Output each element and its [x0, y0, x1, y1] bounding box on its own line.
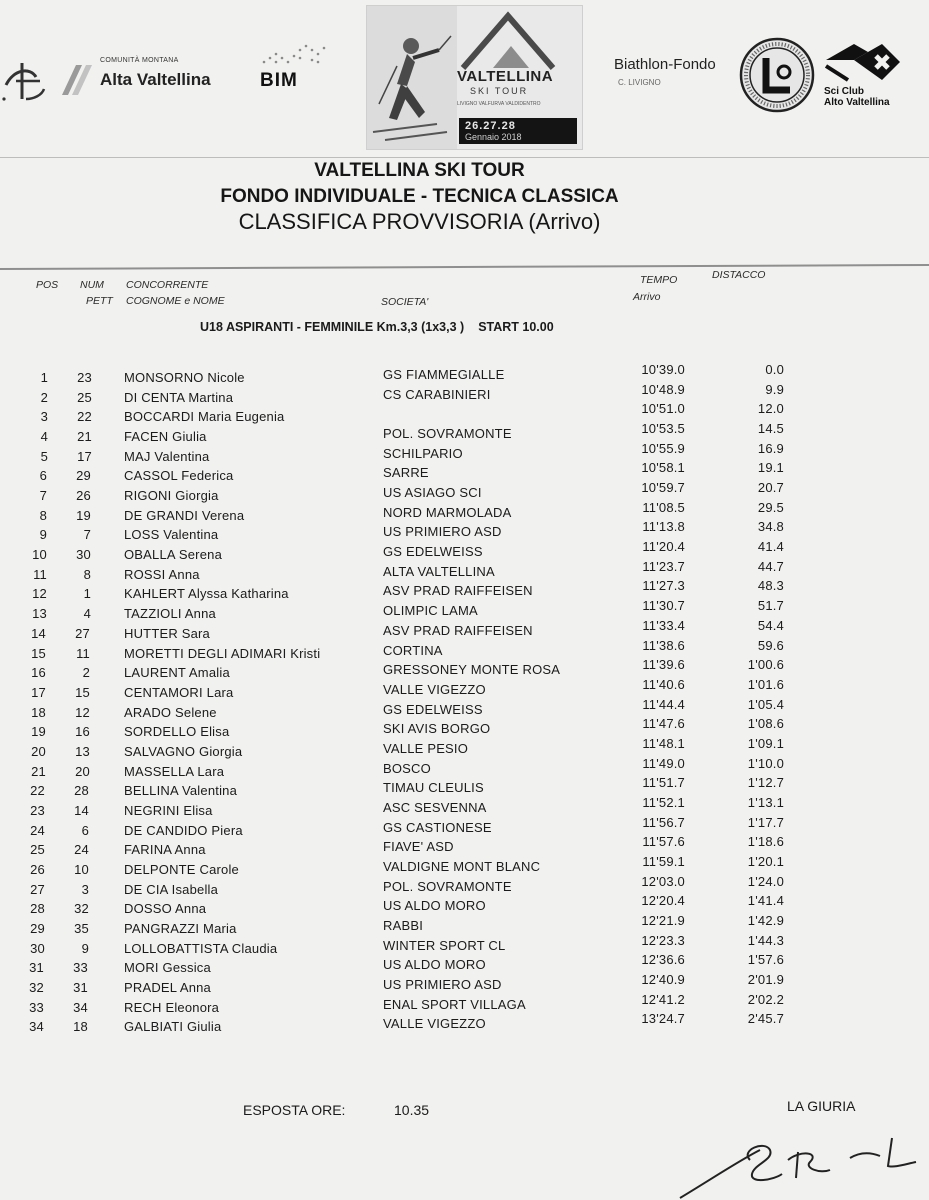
result-name: FARINA Anna: [124, 842, 206, 858]
result-bib: 4: [83, 606, 91, 622]
result-bib: 2: [82, 665, 90, 681]
result-club: GS EDELWEISS: [383, 701, 483, 717]
result-bib: 17: [77, 448, 92, 464]
result-club: ASC SESVENNA: [383, 799, 487, 815]
result-bib: 7: [83, 527, 91, 543]
col-header-pett: PETT: [86, 295, 113, 307]
result-bib: 6: [81, 822, 89, 838]
table-row: [0, 913, 929, 937]
result-gap: 0.0: [765, 362, 784, 377]
result-name: MORETTI DEGLI ADIMARI Kristi: [124, 645, 321, 661]
result-name: DE GRANDI Verena: [124, 507, 245, 523]
result-time: 11'56.7: [642, 814, 685, 830]
result-pos: 11: [33, 566, 47, 582]
posted-time-label: ESPOSTA ORE:: [243, 1102, 346, 1118]
result-pos: 34: [29, 1019, 44, 1035]
result-pos: 6: [39, 468, 47, 484]
result-pos: 8: [39, 507, 47, 523]
table-row: [0, 440, 929, 464]
result-time: 11'23.7: [642, 558, 685, 574]
category-start-time: START 10.00: [478, 320, 554, 334]
result-time: 12'03.0: [641, 873, 685, 889]
category-label: U18 ASPIRANTI - FEMMINILE Km.3,3 (1x3,3 ): [200, 320, 465, 334]
table-row: [0, 834, 929, 858]
table-row: [0, 519, 929, 543]
result-gap: 29.5: [757, 499, 784, 515]
event-title: VALTELLINA SKI TOUR: [314, 160, 525, 181]
result-gap: 1'10.0: [747, 755, 784, 771]
result-club: ASV PRAD RAIFFEISEN: [383, 583, 533, 599]
result-pos: 26: [30, 862, 45, 877]
result-pos: 30: [30, 940, 45, 956]
result-time: 12'21.9: [641, 913, 685, 929]
result-gap: 1'44.3: [747, 932, 784, 948]
result-time: 12'20.4: [641, 893, 685, 909]
result-pos: 3: [40, 409, 48, 425]
table-row: [0, 932, 929, 956]
result-club: ASV PRAD RAIFFEISEN: [383, 622, 533, 638]
result-gap: 59.6: [757, 637, 784, 653]
result-name: DI CENTA Martina: [124, 389, 234, 405]
result-time: 11'49.0: [642, 755, 685, 771]
result-gap: 1'13.1: [747, 794, 784, 810]
result-pos: 13: [32, 606, 47, 622]
result-name: BELLINA Valentina: [124, 783, 238, 799]
table-row: [0, 735, 929, 759]
result-club: VALLE PESIO: [383, 740, 469, 756]
result-club: OLIMPIC LAMA: [383, 603, 478, 619]
result-club: BOSCO: [383, 760, 431, 776]
result-time: 11'13.8: [642, 519, 685, 535]
result-bib: 31: [73, 980, 88, 996]
sci-club-name-line1: Sci Club: [824, 86, 865, 97]
biathlon-fondo-caption: C. LIVIGNO: [618, 78, 661, 87]
result-time: 11'59.1: [642, 854, 685, 869]
biathlon-fondo-name: Biathlon-Fondo: [614, 56, 716, 73]
table-row: [0, 952, 929, 976]
result-club: CORTINA: [383, 642, 443, 658]
poster-dates: 26.27.28: [465, 120, 516, 132]
table-row: [0, 637, 929, 661]
result-pos: 15: [31, 645, 46, 661]
result-club: SARRE: [383, 465, 429, 481]
result-name: SORDELLO Elisa: [124, 724, 230, 740]
result-time: 10'55.9: [641, 440, 685, 456]
result-name: RIGONI Giorgia: [124, 488, 219, 504]
result-bib: 13: [75, 743, 90, 759]
result-time: 10'48.9: [641, 381, 685, 397]
result-gap: 1'05.4: [747, 696, 784, 712]
result-time: 11'44.4: [642, 696, 685, 712]
result-time: 11'38.6: [642, 637, 685, 653]
classification-title: CLASSIFICA PROVVISORIA (Arrivo): [238, 209, 601, 234]
result-club: SKI AVIS BORGO: [383, 721, 491, 737]
result-pos: 31: [29, 960, 44, 976]
result-name: NEGRINI Elisa: [124, 802, 213, 818]
table-row: [0, 716, 929, 740]
result-bib: 21: [77, 429, 92, 445]
result-bib: 28: [74, 783, 89, 799]
result-time: 11'57.6: [642, 834, 685, 850]
col-header-arrivo: Arrivo: [633, 291, 661, 303]
result-time: 11'48.1: [642, 735, 685, 751]
result-bib: 15: [75, 684, 90, 700]
result-bib: 12: [75, 704, 90, 720]
result-name: MORI Gessica: [124, 960, 211, 976]
result-club: US ALDO MORO: [383, 957, 486, 973]
result-club: US PRIMIERO ASD: [383, 524, 502, 540]
result-name: RECH Eleonora: [124, 999, 220, 1015]
result-time: 12'40.9: [641, 972, 685, 988]
result-bib: 18: [73, 1019, 88, 1035]
result-name: OBALLA Serena: [124, 547, 222, 563]
jury-label: LA GIURIA: [787, 1098, 856, 1114]
result-pos: 2: [40, 389, 48, 405]
result-name: CENTAMORI Lara: [124, 684, 234, 700]
result-club: US PRIMIERO ASD: [383, 977, 502, 993]
posted-time-value: 10.35: [394, 1102, 430, 1118]
table-row: [0, 460, 929, 484]
result-gap: 44.7: [757, 558, 784, 574]
result-bib: 20: [75, 763, 90, 779]
comunita-montana-name: Alta Valtellina: [100, 70, 211, 89]
result-name: SALVAGNO Giorgia: [124, 743, 243, 759]
table-row: [0, 362, 929, 385]
result-gap: 1'12.7: [747, 775, 784, 791]
result-bib: 30: [76, 547, 91, 563]
result-gap: 1'18.6: [747, 834, 784, 850]
result-gap: 16.9: [757, 440, 784, 456]
result-club: FIAVE' ASD: [383, 839, 454, 855]
result-club: RABBI: [383, 918, 424, 934]
table-row: [0, 421, 929, 445]
result-pos: 33: [29, 999, 44, 1015]
table-row: [0, 499, 929, 523]
result-time: 11'47.6: [642, 716, 685, 732]
result-name: FACEN Giulia: [124, 429, 207, 445]
result-gap: 1'00.6: [747, 657, 784, 673]
result-name: LAURENT Amalia: [124, 665, 230, 681]
result-gap: 1'42.9: [747, 913, 784, 929]
col-header-societa: SOCIETA': [381, 296, 429, 308]
result-gap: 9.9: [765, 381, 784, 397]
result-gap: 51.7: [757, 598, 784, 614]
result-bib: 1: [83, 586, 91, 602]
table-row: [0, 578, 929, 602]
result-club: US ASIAGO SCI: [383, 485, 482, 501]
result-gap: 14.5: [757, 421, 784, 437]
result-name: LOSS Valentina: [124, 527, 219, 543]
result-time: 10'39.0: [641, 362, 685, 377]
result-time: 12'23.3: [641, 932, 685, 948]
result-time: 10'51.0: [641, 401, 685, 417]
result-name: DOSSO Anna: [124, 901, 207, 917]
result-pos: 21: [31, 763, 46, 779]
result-bib: 27: [75, 625, 90, 641]
result-bib: 25: [77, 389, 92, 405]
result-club: TIMAU CLEULIS: [383, 780, 484, 796]
result-time: 11'20.4: [642, 539, 685, 555]
result-pos: 22: [30, 783, 45, 799]
table-row: [0, 676, 929, 700]
poster-month: Gennaio 2018: [465, 132, 522, 142]
result-pos: 25: [30, 842, 45, 858]
table-row: [0, 1011, 929, 1035]
jury-signature: [670, 1130, 920, 1200]
result-bib: 8: [83, 566, 91, 582]
result-gap: 20.7: [757, 480, 784, 496]
table-row: [0, 539, 929, 563]
result-pos: 9: [39, 527, 47, 543]
result-name: PANGRAZZI Maria: [124, 921, 237, 937]
result-club: VALDIGNE MONT BLANC: [383, 859, 541, 874]
result-gap: 1'24.0: [747, 873, 784, 889]
table-row: [0, 558, 929, 582]
result-bib: 23: [77, 370, 92, 385]
result-bib: 16: [75, 724, 90, 740]
result-club: CS CARABINIERI: [383, 386, 491, 402]
result-name: MAJ Valentina: [124, 448, 210, 464]
col-header-num: NUM: [80, 279, 104, 291]
col-header-pos: POS: [36, 279, 59, 291]
result-bib: 9: [81, 940, 89, 956]
result-gap: 48.3: [757, 578, 784, 594]
result-time: 12'36.6: [641, 952, 685, 968]
table-row: [0, 401, 929, 425]
sci-club-name-line2: Alto Valtellina: [824, 97, 890, 108]
result-gap: 2'02.2: [747, 991, 784, 1007]
table-row: [0, 755, 929, 779]
result-gap: 1'01.6: [747, 676, 784, 692]
result-pos: 18: [31, 704, 46, 720]
table-row: [0, 893, 929, 917]
result-name: MASSELLA Lara: [124, 763, 225, 779]
poster-title: VALTELLINA: [457, 68, 554, 85]
result-time: 10'53.5: [641, 421, 685, 437]
result-time: 11'08.5: [642, 499, 685, 515]
table-row: [0, 696, 929, 720]
result-bib: 3: [81, 881, 89, 897]
result-bib: 11: [76, 645, 90, 661]
result-club: VALLE VIGEZZO: [383, 1016, 486, 1032]
result-time: 10'58.1: [641, 460, 685, 476]
col-header-concorrente: CONCORRENTE: [126, 279, 209, 291]
table-row: [0, 598, 929, 622]
result-pos: 5: [40, 448, 48, 464]
result-time: 11'40.6: [642, 676, 685, 692]
result-club: VALLE VIGEZZO: [383, 681, 486, 697]
table-row: [0, 657, 929, 681]
comunita-montana-caption: COMUNITÀ MONTANA: [100, 57, 179, 64]
result-pos: 7: [39, 488, 47, 504]
result-club: US ALDO MORO: [383, 898, 486, 914]
result-name: HUTTER Sara: [124, 625, 210, 641]
poster-tagline: LIVIGNO VALFURVA VALDIDENTRO: [457, 101, 541, 107]
result-pos: 23: [30, 802, 45, 818]
result-club: WINTER SPORT CL: [383, 937, 506, 953]
result-club: GS EDELWEISS: [383, 544, 483, 560]
result-gap: 34.8: [757, 519, 784, 535]
result-time: 11'30.7: [642, 598, 685, 614]
result-gap: 1'17.7: [747, 814, 784, 830]
result-time: 12'41.2: [641, 991, 685, 1007]
result-pos: 28: [30, 901, 45, 917]
result-name: DELPONTE Carole: [124, 862, 239, 877]
col-header-distacco: DISTACCO: [712, 269, 766, 281]
result-bib: 19: [76, 507, 91, 523]
result-bib: 22: [77, 409, 92, 425]
race-format-title: FONDO INDIVIDUALE - TECNICA CLASSICA: [220, 186, 619, 207]
result-gap: 1'08.6: [747, 716, 784, 732]
result-club: ALTA VALTELLINA: [383, 563, 495, 579]
result-pos: 16: [31, 665, 46, 681]
result-time: 13'24.7: [641, 1011, 685, 1027]
result-name: DE CIA Isabella: [124, 881, 219, 897]
result-club: NORD MARMOLADA: [383, 504, 512, 520]
result-club: GRESSONEY MONTE ROSA: [383, 662, 561, 678]
table-row: [0, 873, 929, 897]
result-time: 11'39.6: [642, 657, 685, 673]
result-bib: 26: [76, 488, 91, 504]
bim-name: BIM: [260, 70, 298, 91]
result-pos: 14: [31, 625, 46, 641]
result-name: BOCCARDI Maria Eugenia: [124, 409, 285, 425]
result-bib: 29: [76, 468, 91, 484]
result-pos: 24: [30, 822, 45, 838]
poster-subtitle: SKI TOUR: [470, 86, 529, 96]
result-gap: 41.4: [757, 539, 784, 555]
table-row: [0, 381, 929, 405]
result-pos: 32: [29, 980, 44, 996]
table-row: [0, 814, 929, 838]
result-pos: 12: [32, 586, 47, 602]
result-club: POL. SOVRAMONTE: [383, 426, 512, 442]
result-pos: 1: [40, 370, 48, 385]
result-name: ARADO Selene: [124, 704, 217, 720]
result-gap: 12.0: [757, 401, 784, 417]
table-row: [0, 991, 929, 1015]
table-row: [0, 617, 929, 641]
result-name: GALBIATI Giulia: [124, 1019, 222, 1035]
table-row: [0, 972, 929, 996]
result-name: ROSSI Anna: [124, 566, 200, 582]
result-time: 11'52.1: [642, 794, 685, 810]
result-gap: 1'20.1: [747, 854, 784, 869]
result-pos: 27: [30, 881, 45, 897]
result-pos: 17: [31, 684, 46, 700]
result-name: MONSORNO Nicole: [124, 370, 245, 385]
result-bib: 32: [74, 901, 89, 917]
result-pos: 29: [30, 921, 45, 937]
table-row: [0, 794, 929, 818]
result-gap: 2'01.9: [747, 972, 784, 988]
result-gap: 54.4: [757, 617, 784, 633]
result-name: DE CANDIDO Piera: [124, 822, 243, 838]
result-gap: 2'45.7: [747, 1011, 784, 1027]
result-name: KAHLERT Alyssa Katharina: [124, 586, 289, 602]
result-time: 10'59.7: [641, 480, 685, 496]
col-header-cognome-nome: COGNOME e NOME: [126, 295, 225, 307]
result-bib: 33: [73, 960, 88, 976]
result-name: TAZZIOLI Anna: [124, 606, 216, 622]
result-bib: 14: [74, 802, 89, 818]
result-bib: 34: [73, 999, 88, 1015]
result-gap: 19.1: [757, 460, 784, 476]
table-row: [0, 775, 929, 799]
result-pos: 10: [32, 547, 47, 563]
result-club: ENAL SPORT VILLAGA: [383, 996, 526, 1012]
result-bib: 35: [74, 921, 89, 937]
result-time: 11'27.3: [642, 578, 685, 594]
col-header-tempo: TEMPO: [640, 274, 678, 286]
result-pos: 4: [40, 429, 48, 445]
result-gap: 1'41.4: [747, 893, 784, 909]
result-name: PRADEL Anna: [124, 980, 211, 996]
result-club: GS CASTIONESE: [383, 819, 492, 835]
result-gap: 1'09.1: [747, 735, 784, 751]
result-bib: 24: [74, 842, 89, 858]
result-gap: 1'57.6: [747, 952, 784, 968]
result-bib: 10: [74, 862, 89, 877]
result-club: SCHILPARIO: [383, 445, 463, 461]
table-row: [0, 854, 929, 877]
result-pos: 19: [31, 724, 46, 740]
result-name: LOLLOBATTISTA Claudia: [124, 940, 278, 956]
result-pos: 20: [31, 743, 46, 759]
table-row: [0, 480, 929, 504]
result-club: GS FIAMMEGIALLE: [383, 367, 505, 382]
result-club: POL. SOVRAMONTE: [383, 878, 512, 894]
result-time: 11'51.7: [642, 775, 685, 791]
result-time: 11'33.4: [642, 617, 685, 633]
result-name: CASSOL Federica: [124, 468, 234, 484]
